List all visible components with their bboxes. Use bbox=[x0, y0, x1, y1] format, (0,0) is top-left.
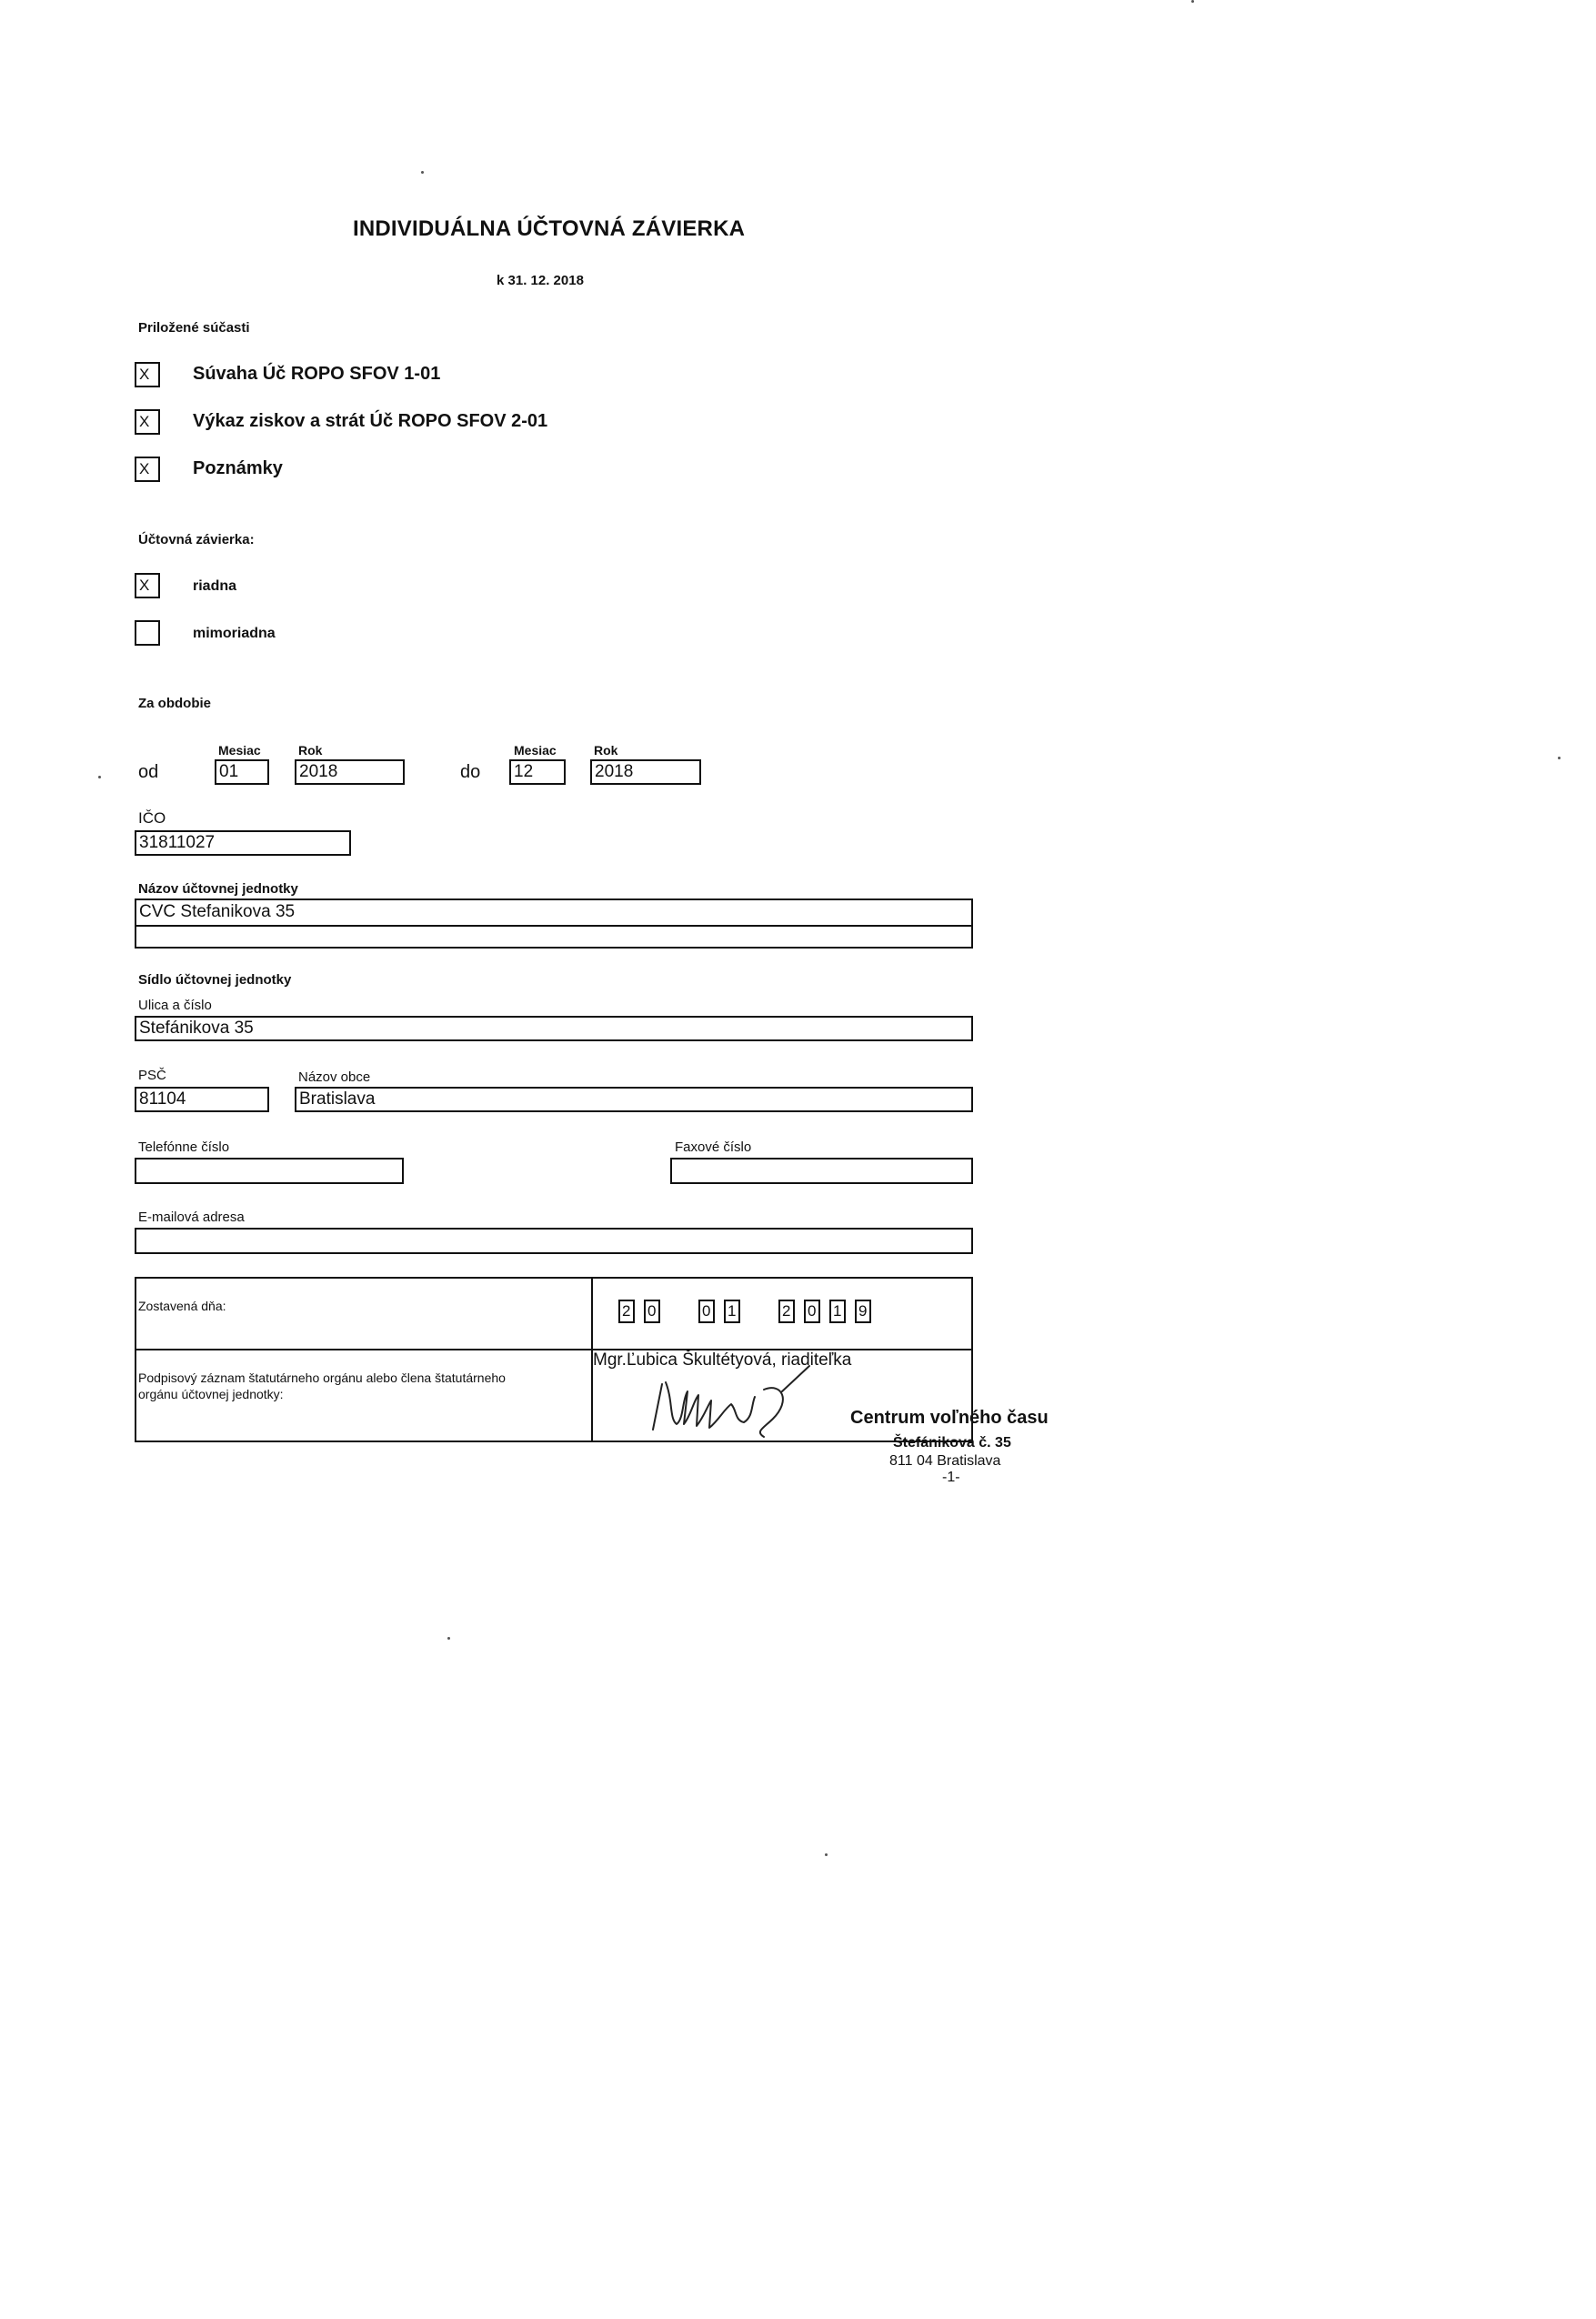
year-digit-1[interactable]: 2 bbox=[778, 1300, 795, 1323]
stamp-line-1: Centrum voľného času bbox=[850, 1408, 1049, 1428]
closing-checkbox-regular[interactable]: X bbox=[135, 573, 160, 598]
email-label: E-mailová adresa bbox=[138, 1210, 245, 1225]
from-label: od bbox=[138, 762, 159, 782]
document-title: INDIVIDUÁLNA ÚČTOVNÁ ZÁVIERKA bbox=[353, 216, 746, 241]
scan-speck bbox=[1558, 757, 1561, 759]
attachment-checkbox-profit-loss[interactable]: X bbox=[135, 409, 160, 435]
closing-checkbox-extraordinary[interactable] bbox=[135, 620, 160, 646]
from-year-field[interactable]: 2018 bbox=[295, 759, 405, 785]
closing-label-extraordinary: mimoriadna bbox=[193, 626, 276, 641]
to-label: do bbox=[460, 762, 481, 782]
phone-label: Telefónne číslo bbox=[138, 1139, 230, 1155]
year-digit-4[interactable]: 9 bbox=[855, 1300, 871, 1323]
attachments-label: Priložené súčasti bbox=[138, 320, 250, 336]
to-year-header: Rok bbox=[594, 743, 618, 758]
unit-name-field[interactable] bbox=[135, 898, 973, 949]
stamp-line-2: Štefánikova č. 35 bbox=[893, 1435, 1011, 1451]
month-digit-1[interactable]: 0 bbox=[698, 1300, 715, 1323]
from-year-header: Rok bbox=[298, 743, 323, 758]
phone-field[interactable] bbox=[135, 1158, 404, 1184]
unit-name-value: CVC Stefanikova 35 bbox=[136, 900, 971, 927]
signer-name: Mgr.Ľubica Škultétyová, riaditeľka bbox=[593, 1350, 852, 1370]
from-month-header: Mesiac bbox=[218, 743, 261, 758]
street-label: Ulica a číslo bbox=[138, 998, 212, 1013]
day-digit-1[interactable]: 2 bbox=[618, 1300, 635, 1323]
unit-name-label: Názov účtovnej jednotky bbox=[138, 881, 298, 897]
handwritten-signature bbox=[637, 1364, 837, 1446]
psc-field[interactable]: 81104 bbox=[135, 1087, 269, 1112]
year-digit-3[interactable]: 1 bbox=[829, 1300, 846, 1323]
scan-speck bbox=[98, 776, 101, 778]
to-year-field[interactable]: 2018 bbox=[590, 759, 701, 785]
scan-speck bbox=[447, 1637, 450, 1640]
signature-record-label-line1: Podpisový záznam štatutárneho orgánu alebo člena štatutárneho bbox=[138, 1370, 506, 1385]
stamp-line-3: 811 04 Bratislava bbox=[889, 1453, 1001, 1469]
day-digit-2[interactable]: 0 bbox=[644, 1300, 660, 1323]
compiled-date-label: Zostavená dňa: bbox=[138, 1299, 226, 1313]
to-month-field[interactable]: 12 bbox=[509, 759, 566, 785]
from-month-field[interactable]: 01 bbox=[215, 759, 269, 785]
psc-label: PSČ bbox=[138, 1068, 166, 1083]
scan-speck bbox=[1191, 0, 1194, 3]
period-label: Za obdobie bbox=[138, 696, 211, 711]
fax-field[interactable] bbox=[670, 1158, 973, 1184]
seat-label: Sídlo účtovnej jednotky bbox=[138, 972, 292, 988]
document-date: k 31. 12. 2018 bbox=[497, 273, 584, 288]
fax-label: Faxové číslo bbox=[675, 1139, 752, 1155]
signature-record-label-line2: orgánu účtovnej jednotky: bbox=[138, 1387, 284, 1401]
attachment-checkbox-balance[interactable]: X bbox=[135, 362, 160, 387]
attachment-label-notes: Poznámky bbox=[193, 458, 283, 478]
year-digit-2[interactable]: 0 bbox=[804, 1300, 820, 1323]
ico-label: IČO bbox=[138, 809, 166, 827]
street-field[interactable]: Stefánikova 35 bbox=[135, 1016, 973, 1041]
email-field[interactable] bbox=[135, 1228, 973, 1254]
attachment-label-profit-loss: Výkaz ziskov a strát Úč ROPO SFOV 2-01 bbox=[193, 411, 548, 431]
closing-label-regular: riadna bbox=[193, 578, 237, 594]
signature-record-label bbox=[138, 1370, 506, 1402]
month-digit-2[interactable]: 1 bbox=[724, 1300, 740, 1323]
page-number: -1- bbox=[942, 1470, 960, 1485]
attachment-checkbox-notes[interactable]: X bbox=[135, 457, 160, 482]
attachment-label-balance: Súvaha Úč ROPO SFOV 1-01 bbox=[193, 364, 441, 384]
to-month-header: Mesiac bbox=[514, 743, 557, 758]
scan-speck bbox=[421, 171, 424, 174]
closing-type-label: Účtovná závierka: bbox=[138, 532, 255, 547]
city-label: Názov obce bbox=[298, 1069, 371, 1085]
ico-field[interactable]: 31811027 bbox=[135, 830, 351, 856]
scan-speck bbox=[825, 1853, 828, 1856]
city-field[interactable]: Bratislava bbox=[295, 1087, 973, 1112]
